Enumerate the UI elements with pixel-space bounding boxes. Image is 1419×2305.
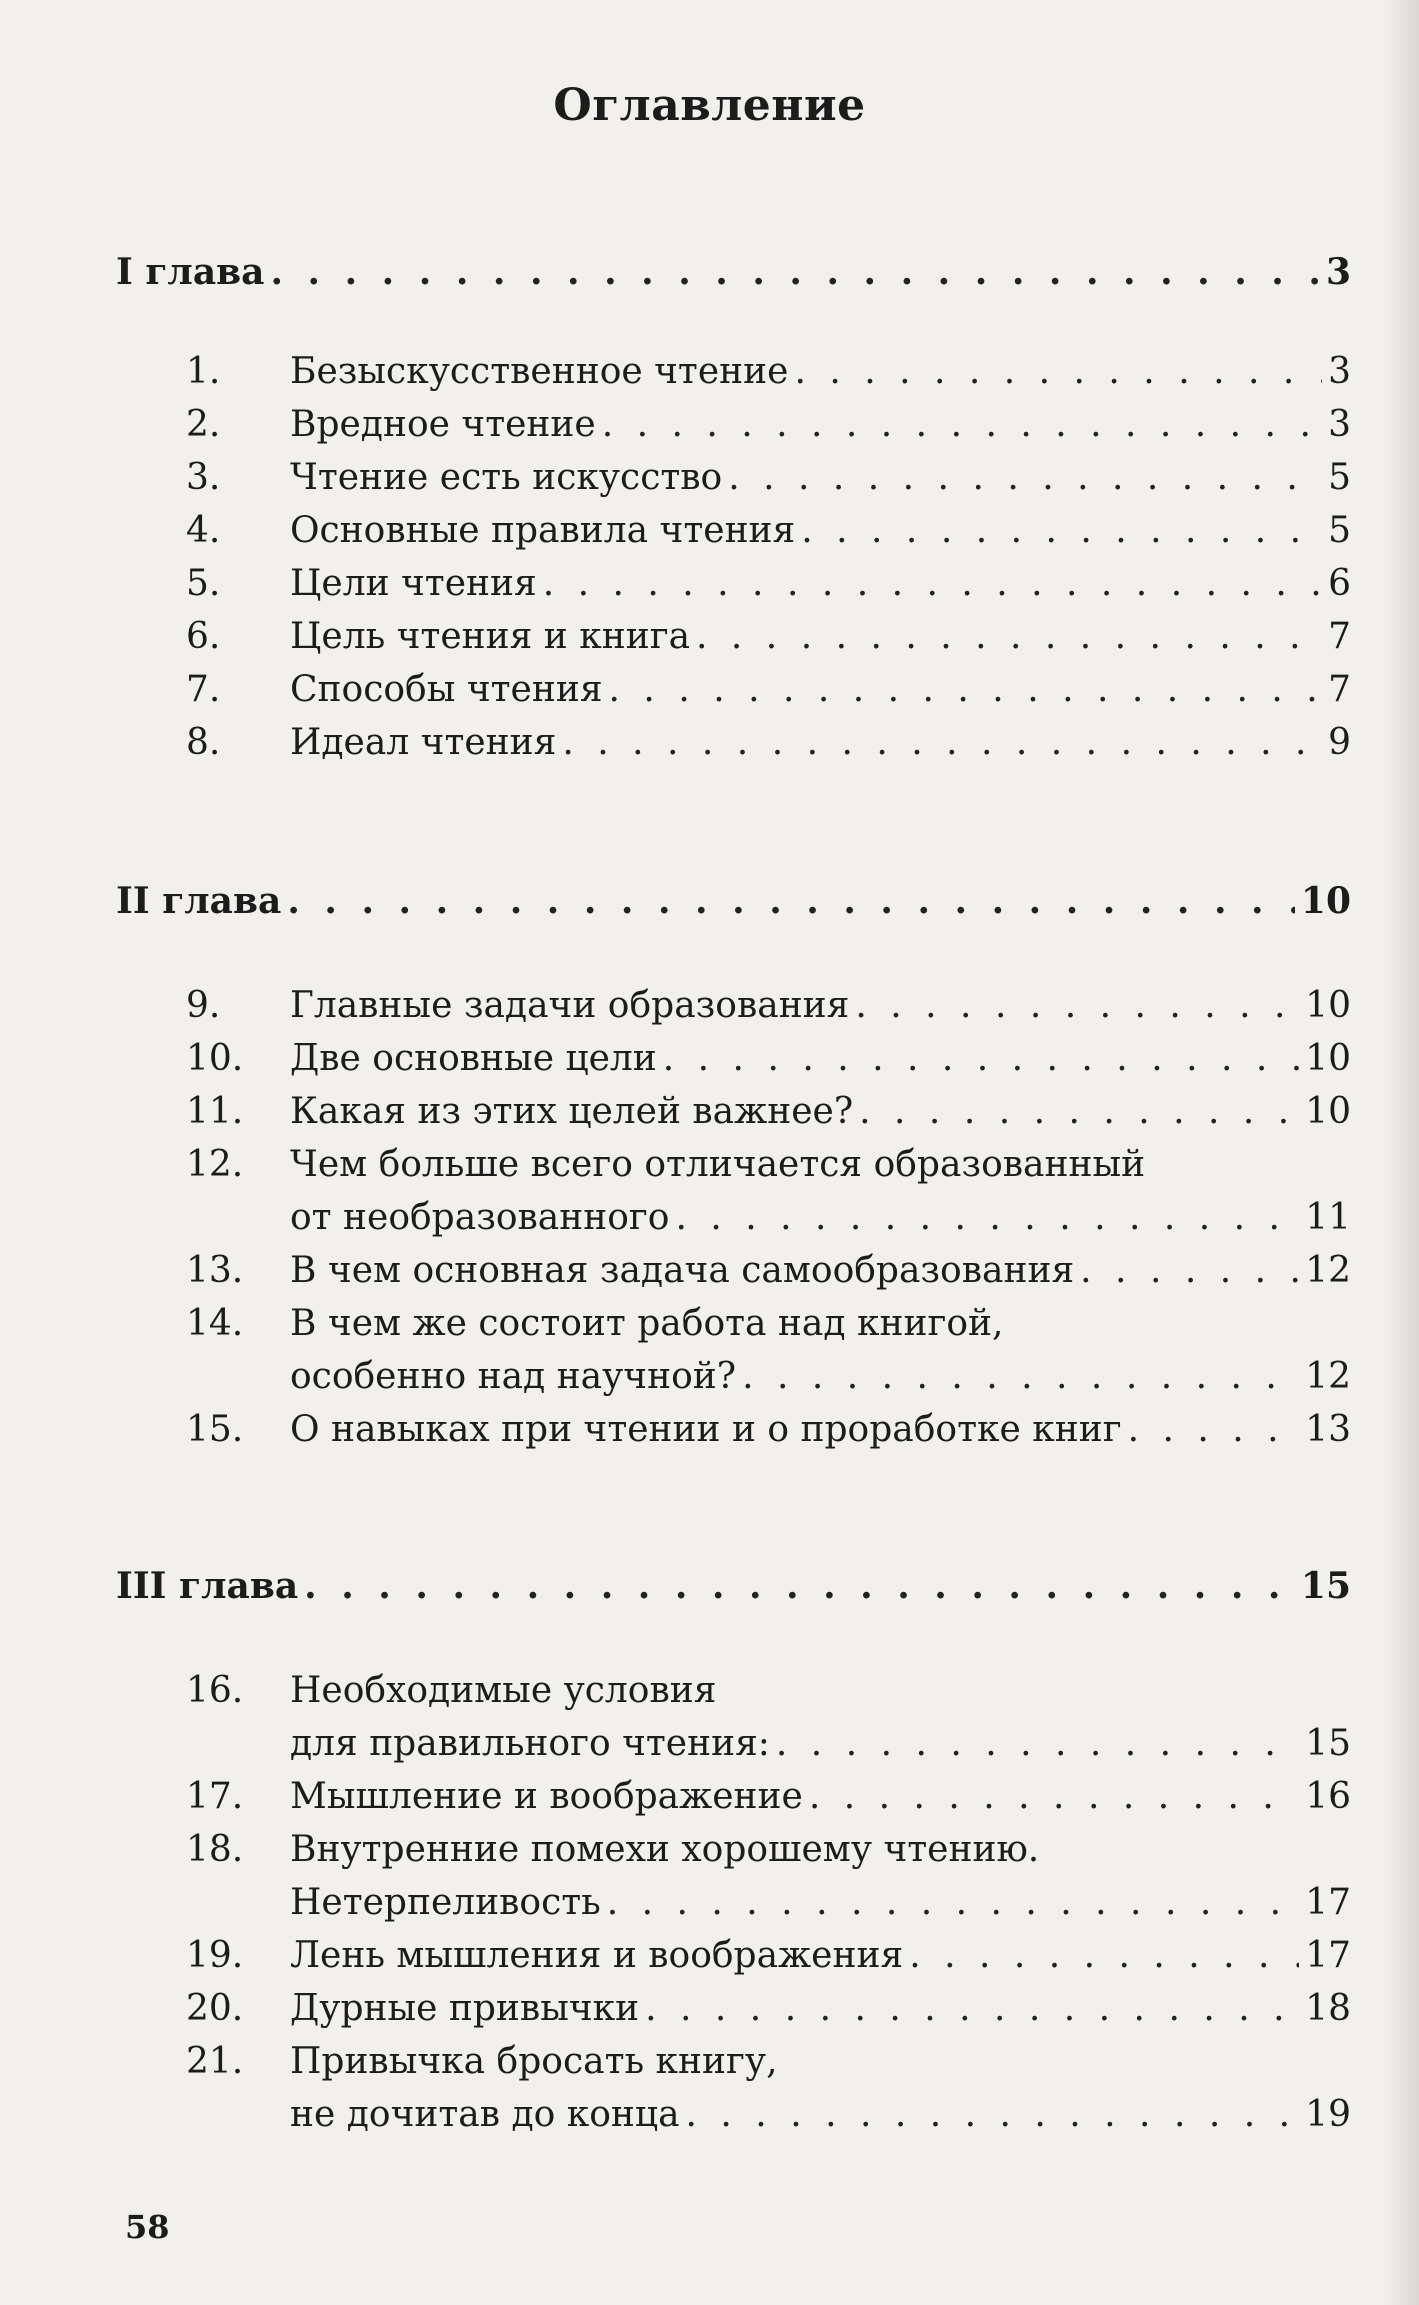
entry-page: 13 — [1305, 1409, 1351, 1450]
dot-leader — [909, 1931, 1299, 1981]
dot-leader — [742, 1352, 1299, 1402]
entry-page: 10 — [1305, 985, 1351, 1026]
entry-page: 9 — [1328, 722, 1351, 763]
entry-title: Дурные привычки — [290, 1988, 640, 2029]
toc-entry-2 — [186, 400, 1351, 450]
toc-entry-11 — [186, 1087, 1351, 1137]
entry-page: 18 — [1305, 1988, 1351, 2029]
toc-entry-20 — [186, 1984, 1351, 2034]
entry-title-continued: для правильного чтения: — [290, 1723, 770, 1764]
entry-page: 3 — [1328, 351, 1351, 392]
dot-leader — [270, 247, 1319, 297]
entry-title-continued: не дочитав до конца — [290, 2094, 680, 2135]
entry-title: Мышление и воображение — [290, 1776, 803, 1817]
entry-title: Способы чтения — [290, 669, 603, 710]
chapter-2-heading — [116, 876, 1351, 926]
toc-entry-4 — [186, 506, 1351, 556]
entry-number: 15. — [186, 1409, 244, 1450]
entry-page: 6 — [1328, 563, 1351, 604]
dot-leader — [728, 453, 1322, 503]
dot-leader — [801, 506, 1322, 556]
toc-entry-10 — [186, 1034, 1351, 1084]
dot-leader — [1128, 1405, 1300, 1455]
dot-leader — [663, 1034, 1299, 1084]
entry-page: 7 — [1328, 669, 1351, 710]
toc-entry-14-line-1 — [186, 1299, 1351, 1349]
entry-number: 12. — [186, 1144, 244, 1185]
toc-entry-6 — [186, 612, 1351, 662]
toc-entry-16-line-1 — [186, 1666, 1351, 1716]
toc-entry-12-line-1 — [186, 1140, 1351, 1190]
entry-page: 15 — [1305, 1723, 1351, 1764]
chapter-label: III глава — [116, 1565, 299, 1607]
entry-number: 16. — [186, 1670, 244, 1711]
entry-number: 9. — [186, 985, 221, 1026]
entry-number: 17. — [186, 1776, 244, 1817]
entry-number: 11. — [186, 1091, 244, 1132]
toc-entry-18-line-1 — [186, 1825, 1351, 1875]
entry-title: Цель чтения и книга — [290, 616, 691, 657]
dot-leader — [609, 665, 1323, 715]
toc-entry-9 — [186, 981, 1351, 1031]
toc-entry-21-line-2 — [186, 2090, 1351, 2140]
entry-title: Чем больше всего отличается образованный — [290, 1144, 1146, 1185]
entry-number: 18. — [186, 1829, 244, 1870]
entry-number: 13. — [186, 1250, 244, 1291]
entry-title-continued: особенно над научной? — [290, 1356, 737, 1397]
toc-entry-17 — [186, 1772, 1351, 1822]
entry-number: 4. — [186, 510, 221, 551]
entry-number: 7. — [186, 669, 221, 710]
toc-entry-19 — [186, 1931, 1351, 1981]
entry-number: 8. — [186, 722, 221, 763]
entry-title: О навыках при чтении и о проработке книг — [290, 1409, 1122, 1450]
toc-entry-5 — [186, 559, 1351, 609]
page-edge-shadow — [1383, 0, 1419, 2305]
dot-leader — [304, 1561, 1295, 1611]
dot-leader — [675, 1193, 1299, 1243]
toc-entry-15 — [186, 1405, 1351, 1455]
entry-title: В чем же состоит работа над книгой, — [290, 1303, 1004, 1344]
entry-page: 10 — [1305, 1038, 1351, 1079]
entry-number: 3. — [186, 457, 221, 498]
entry-title-continued: Нетерпеливость — [290, 1882, 601, 1923]
dot-leader — [602, 400, 1322, 450]
dot-leader — [607, 1878, 1299, 1928]
page-number: 58 — [125, 2208, 170, 2246]
chapter-1-heading — [116, 247, 1351, 297]
entry-title: Какая из этих целей важнее? — [290, 1091, 854, 1132]
entry-page: 3 — [1328, 404, 1351, 445]
entry-title-continued: от необразованного — [290, 1197, 670, 1238]
entry-number: 14. — [186, 1303, 244, 1344]
entry-page: 5 — [1328, 510, 1351, 551]
entry-title: Внутренние помехи хорошему чтению. — [290, 1829, 1040, 1870]
chapter-3-heading — [116, 1561, 1351, 1611]
entry-number: 2. — [186, 404, 221, 445]
toc-entry-12-line-2 — [186, 1193, 1351, 1243]
toc-entry-16-line-2 — [186, 1719, 1351, 1769]
entry-page: 5 — [1328, 457, 1351, 498]
entry-title: Две основные цели — [290, 1038, 657, 1079]
entry-page: 12 — [1305, 1250, 1351, 1291]
toc-entry-1 — [186, 347, 1351, 397]
chapter-page: 3 — [1325, 251, 1351, 293]
entry-title: Необходимые условия — [290, 1670, 717, 1711]
toc-entry-7 — [186, 665, 1351, 715]
entry-page: 16 — [1305, 1776, 1351, 1817]
toc-entry-3 — [186, 453, 1351, 503]
entry-title: Лень мышления и воображения — [290, 1935, 904, 1976]
toc-entry-18-line-2 — [186, 1878, 1351, 1928]
dot-leader — [543, 559, 1322, 609]
dot-leader — [645, 1984, 1299, 2034]
dot-leader — [794, 347, 1322, 397]
chapter-page: 10 — [1300, 880, 1351, 922]
entry-title: Безыскусственное чтение — [290, 351, 789, 392]
toc-entry-13 — [186, 1246, 1351, 1296]
entry-number: 10. — [186, 1038, 244, 1079]
entry-title: В чем основная задача самообразования — [290, 1250, 1075, 1291]
toc-entry-14-line-2 — [186, 1352, 1351, 1402]
entry-title: Цели чтения — [290, 563, 537, 604]
entry-number: 20. — [186, 1988, 244, 2029]
entry-number: 21. — [186, 2041, 244, 2082]
entry-number: 19. — [186, 1935, 244, 1976]
chapter-label: I глава — [116, 251, 265, 293]
dot-leader — [1080, 1246, 1299, 1296]
entry-page: 17 — [1305, 1935, 1351, 1976]
entry-title: Привычка бросать книгу, — [290, 2041, 778, 2082]
dot-leader — [809, 1772, 1299, 1822]
toc-entry-21-line-1 — [186, 2037, 1351, 2087]
entry-title: Чтение есть искусство — [290, 457, 723, 498]
entry-title: Идеал чтения — [290, 722, 557, 763]
chapter-label: II глава — [116, 880, 282, 922]
entry-number: 6. — [186, 616, 221, 657]
entry-page: 7 — [1328, 616, 1351, 657]
dot-leader — [696, 612, 1322, 662]
dot-leader — [776, 1719, 1299, 1769]
entry-page: 10 — [1305, 1091, 1351, 1132]
entry-number: 5. — [186, 563, 221, 604]
dot-leader — [859, 1087, 1299, 1137]
dot-leader — [562, 718, 1322, 768]
dot-leader — [287, 876, 1295, 926]
entry-page: 11 — [1305, 1197, 1351, 1238]
dot-leader — [855, 981, 1299, 1031]
entry-page: 12 — [1305, 1356, 1351, 1397]
entry-title: Главные задачи образования — [290, 985, 850, 1026]
chapter-page: 15 — [1300, 1565, 1351, 1607]
toc-entry-8 — [186, 718, 1351, 768]
toc-title: Оглавление — [553, 80, 866, 131]
entry-page: 17 — [1305, 1882, 1351, 1923]
entry-title: Вредное чтение — [290, 404, 596, 445]
entry-page: 19 — [1305, 2094, 1351, 2135]
dot-leader — [686, 2090, 1300, 2140]
entry-number: 1. — [186, 351, 221, 392]
entry-title: Основные правила чтения — [290, 510, 796, 551]
